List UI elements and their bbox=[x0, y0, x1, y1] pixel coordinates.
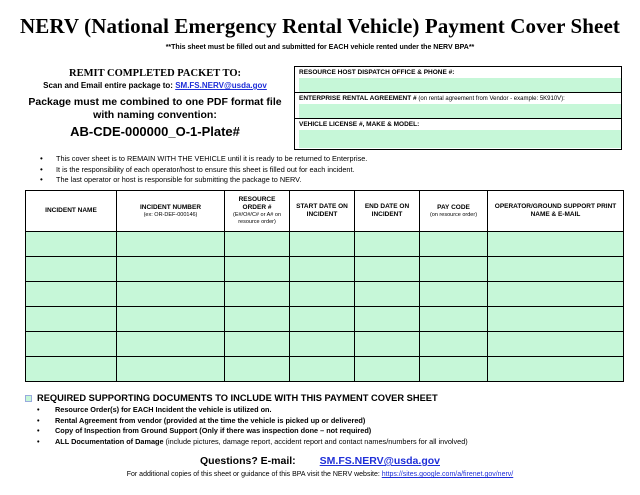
table-cell[interactable] bbox=[117, 357, 225, 382]
naming-convention-code: AB-CDE-000000_O-1-Plate# bbox=[70, 124, 240, 139]
table-row bbox=[26, 357, 624, 382]
table-cell[interactable] bbox=[488, 257, 624, 282]
table-cell[interactable] bbox=[117, 282, 225, 307]
table-cell[interactable] bbox=[488, 232, 624, 257]
host-dispatch-input[interactable] bbox=[299, 78, 621, 92]
table-cell[interactable] bbox=[355, 257, 420, 282]
table-row bbox=[26, 282, 624, 307]
table-cell[interactable] bbox=[225, 332, 290, 357]
table-cell[interactable] bbox=[488, 282, 624, 307]
list-item: • ALL Documentation of Damage (include pictures, damage report, accident report and contact names/numbers for all involved) bbox=[25, 437, 625, 448]
instruction-item: • The last operator or host is responsible for submitting the package to NERV. bbox=[40, 175, 367, 186]
table-cell[interactable] bbox=[420, 332, 488, 357]
table-row bbox=[26, 257, 624, 282]
list-item: • Copy of Inspection from Ground Support (Only if there was inspection done – not required) bbox=[25, 426, 625, 437]
col-pay-code: PAY CODE (on resource order) bbox=[420, 191, 488, 232]
remit-scan-text: Scan and Email entire package to: bbox=[43, 81, 176, 90]
col-resource-order: RESOURCE ORDER # (E#/O#/C# or A# on resource order) bbox=[225, 191, 290, 232]
table-row bbox=[26, 332, 624, 357]
incident-table bbox=[25, 190, 624, 382]
table-cell[interactable] bbox=[225, 307, 290, 332]
table-cell[interactable] bbox=[420, 357, 488, 382]
col-end-date: END DATE ON INCIDENT bbox=[355, 191, 420, 232]
page-subtitle: **This sheet must be filled out and submitted for EACH vehicle rented under the NERV BPA** bbox=[165, 44, 475, 51]
list-item: • Resource Order(s) for EACH Incident the vehicle is utilized on. bbox=[25, 405, 625, 416]
table-cell[interactable] bbox=[290, 307, 355, 332]
list-item: • Rental Agreement from vendor (provided at the time the vehicle is picked up or delivered) bbox=[25, 416, 625, 427]
table-cell[interactable] bbox=[420, 232, 488, 257]
required-documents-section bbox=[25, 393, 625, 447]
vehicle-info-box bbox=[294, 66, 622, 150]
col-incident-number: INCIDENT NUMBER (ex: OR-DEF-000146) bbox=[117, 191, 225, 232]
package-instructions bbox=[20, 96, 290, 122]
table-cell[interactable] bbox=[117, 257, 225, 282]
table-cell[interactable] bbox=[290, 232, 355, 257]
table-cell[interactable] bbox=[355, 357, 420, 382]
required-documents-list bbox=[25, 405, 625, 447]
questions-label: Questions? E-mail: bbox=[199, 455, 296, 467]
host-dispatch-label: RESOURCE HOST DISPATCH OFFICE & PHONE #: bbox=[299, 69, 455, 76]
table-cell[interactable] bbox=[225, 232, 290, 257]
table-row bbox=[26, 232, 624, 257]
table-cell[interactable] bbox=[420, 307, 488, 332]
table-cell[interactable] bbox=[290, 257, 355, 282]
package-line-2: with naming convention: bbox=[93, 109, 217, 121]
table-header-row bbox=[26, 191, 624, 232]
table-cell[interactable] bbox=[420, 282, 488, 307]
table-cell[interactable] bbox=[420, 257, 488, 282]
table-cell[interactable] bbox=[26, 307, 117, 332]
remit-scan-line bbox=[20, 81, 290, 90]
questions-email-link[interactable]: SM.FS.NERV@usda.gov bbox=[319, 455, 440, 467]
remit-heading: REMIT COMPLETED PACKET TO: bbox=[68, 68, 241, 79]
table-cell[interactable] bbox=[290, 282, 355, 307]
table-cell[interactable] bbox=[26, 332, 117, 357]
table-cell[interactable] bbox=[26, 357, 117, 382]
instruction-list bbox=[40, 154, 367, 186]
table-cell[interactable] bbox=[488, 357, 624, 382]
table-cell[interactable] bbox=[26, 232, 117, 257]
table-cell[interactable] bbox=[355, 307, 420, 332]
table-row bbox=[26, 307, 624, 332]
table-cell[interactable] bbox=[117, 307, 225, 332]
table-cell[interactable] bbox=[488, 307, 624, 332]
rental-agreement-field bbox=[295, 93, 621, 119]
table-cell[interactable] bbox=[488, 332, 624, 357]
table-cell[interactable] bbox=[26, 282, 117, 307]
vehicle-license-label: VEHICLE LICENSE #, MAKE & MODEL: bbox=[299, 121, 420, 128]
table-cell[interactable] bbox=[225, 357, 290, 382]
table-cell[interactable] bbox=[290, 357, 355, 382]
page-title: NERV (National Emergency Rental Vehicle) Payment Cover Sheet bbox=[20, 14, 620, 38]
rental-agreement-input[interactable] bbox=[299, 104, 621, 118]
footer-text: For additional copies of this sheet or guidance of this BPA visit the NERV website: bbox=[126, 471, 382, 478]
table-cell[interactable] bbox=[225, 257, 290, 282]
col-incident-name: INCIDENT NAME bbox=[26, 191, 117, 232]
table-cell[interactable] bbox=[225, 282, 290, 307]
vehicle-license-input[interactable] bbox=[299, 130, 621, 148]
nerv-website-link[interactable]: https://sites.google.com/a/firenet.gov/nerv/ bbox=[381, 471, 514, 478]
table-cell[interactable] bbox=[355, 282, 420, 307]
table-cell[interactable] bbox=[117, 332, 225, 357]
vehicle-license-field bbox=[295, 119, 621, 149]
col-operator: OPERATOR/GROUND SUPPORT PRINT NAME & E-MAIL bbox=[488, 191, 624, 232]
table-cell[interactable] bbox=[290, 332, 355, 357]
col-start-date: START DATE ON INCIDENT bbox=[290, 191, 355, 232]
checkbox-icon[interactable] bbox=[25, 395, 32, 402]
required-documents-title: REQUIRED SUPPORTING DOCUMENTS TO INCLUDE WITH THIS PAYMENT COVER SHEET bbox=[25, 393, 625, 403]
table-cell[interactable] bbox=[117, 232, 225, 257]
remit-section bbox=[20, 68, 290, 139]
table-cell[interactable] bbox=[26, 257, 117, 282]
table-cell[interactable] bbox=[355, 332, 420, 357]
rental-agreement-label: ENTERPRISE RENTAL AGREEMENT # (on rental agreement from Vendor - example: 5K910V): bbox=[299, 95, 565, 102]
table-cell[interactable] bbox=[355, 232, 420, 257]
host-dispatch-field bbox=[295, 67, 621, 93]
footer-note bbox=[0, 471, 640, 478]
remit-email-link[interactable]: SM.FS.NERV@usda.gov bbox=[175, 81, 267, 90]
instruction-item: • This cover sheet is to REMAIN WITH THE VEHICLE until it is ready to be returned to Enterprise. bbox=[40, 154, 367, 165]
package-line-1: Package must me combined to one PDF format file bbox=[28, 96, 282, 108]
instruction-item: • It is the responsibility of each operator/host to ensure this sheet is filled out for each incident. bbox=[40, 165, 367, 176]
questions-line bbox=[0, 455, 640, 467]
